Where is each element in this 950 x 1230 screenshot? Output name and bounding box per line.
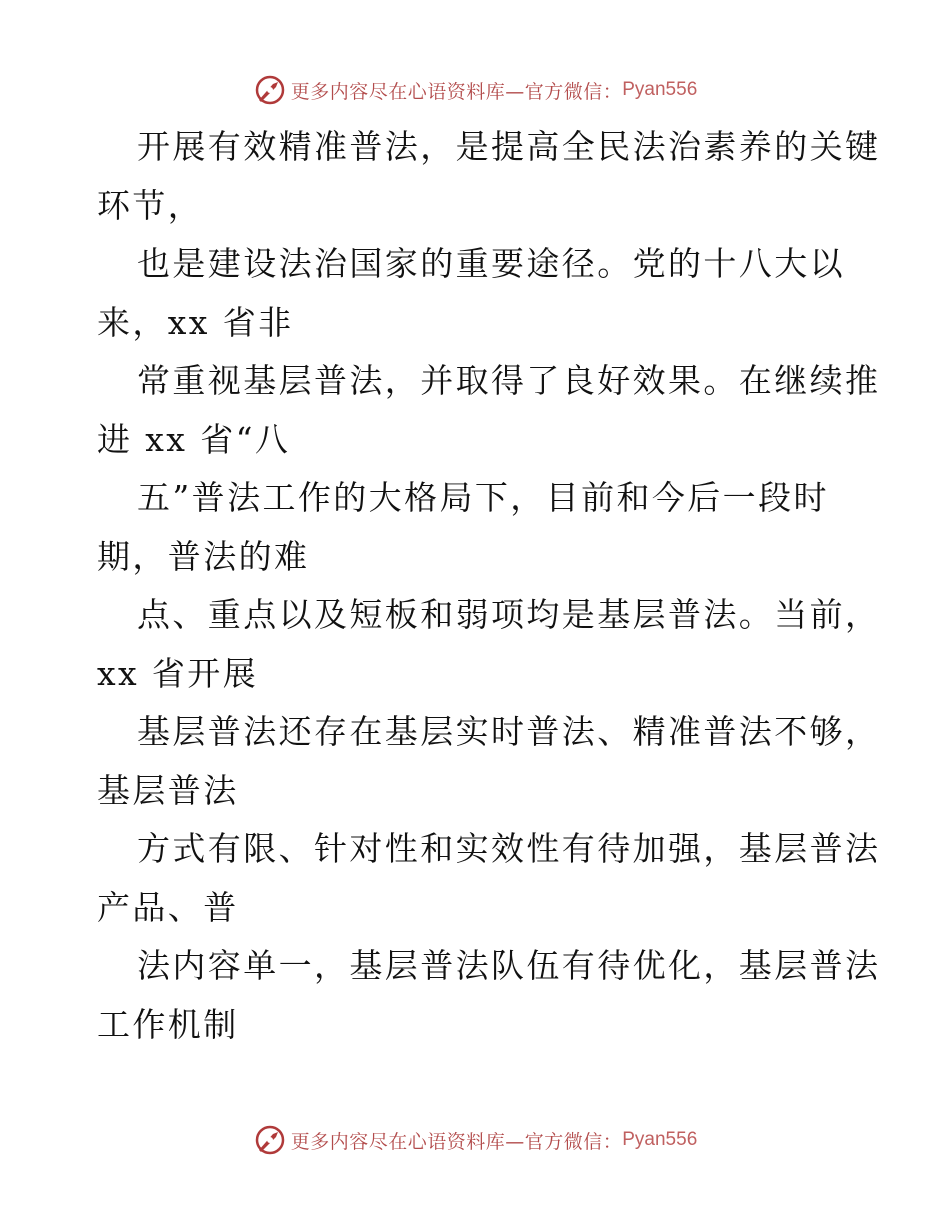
paragraph-line: 期，普法的难 (97, 536, 310, 576)
banner-text: 更多内容尽在心语资料库—官方微信： (290, 80, 623, 103)
pen-nib-circle-icon (253, 1123, 287, 1157)
document-body (97, 118, 881, 1054)
paragraph-line: 基层普法还存在基层实时普法、精准普法不够， (137, 712, 881, 751)
paragraph-line: 开展有效精准普法，是提高全民法治素养的关键 (137, 127, 881, 166)
paragraph-line: 五”普法工作的大格局下，目前和今后一段时 (137, 478, 829, 517)
paragraph-line: 产品、普 (97, 887, 239, 927)
paragraph-line: 法内容单一，基层普法队伍有待优化，基层普法 (137, 946, 881, 985)
banner-handle: Pyan556 (622, 79, 698, 100)
paragraph-line: 点、重点以及短板和弱项均是基层普法。当前， (137, 595, 881, 634)
banner-handle: Pyan556 (622, 1129, 698, 1150)
paragraph-line: 常重视基层普法，并取得了良好效果。在继续推 (137, 361, 881, 400)
paragraph-line: 也是建设法治国家的重要途径。党的十八大以 (137, 244, 845, 283)
paragraph-line: 方式有限、针对性和实效性有待加强，基层普法 (137, 829, 881, 868)
paragraph-line: 进 xx 省“八 (97, 419, 291, 459)
paragraph-line: 来，xx 省非 (97, 302, 294, 342)
paragraph-line: 基层普法 (97, 770, 239, 810)
header-watermark-banner (0, 70, 950, 110)
pen-nib-circle-icon (253, 73, 287, 107)
paragraph-line: 工作机制 (97, 1004, 239, 1044)
footer-watermark-banner (0, 1120, 950, 1160)
paragraph-line: xx 省开展 (97, 653, 259, 693)
paragraph-line: 环节， (97, 185, 204, 225)
banner-text: 更多内容尽在心语资料库—官方微信： (290, 1130, 623, 1153)
